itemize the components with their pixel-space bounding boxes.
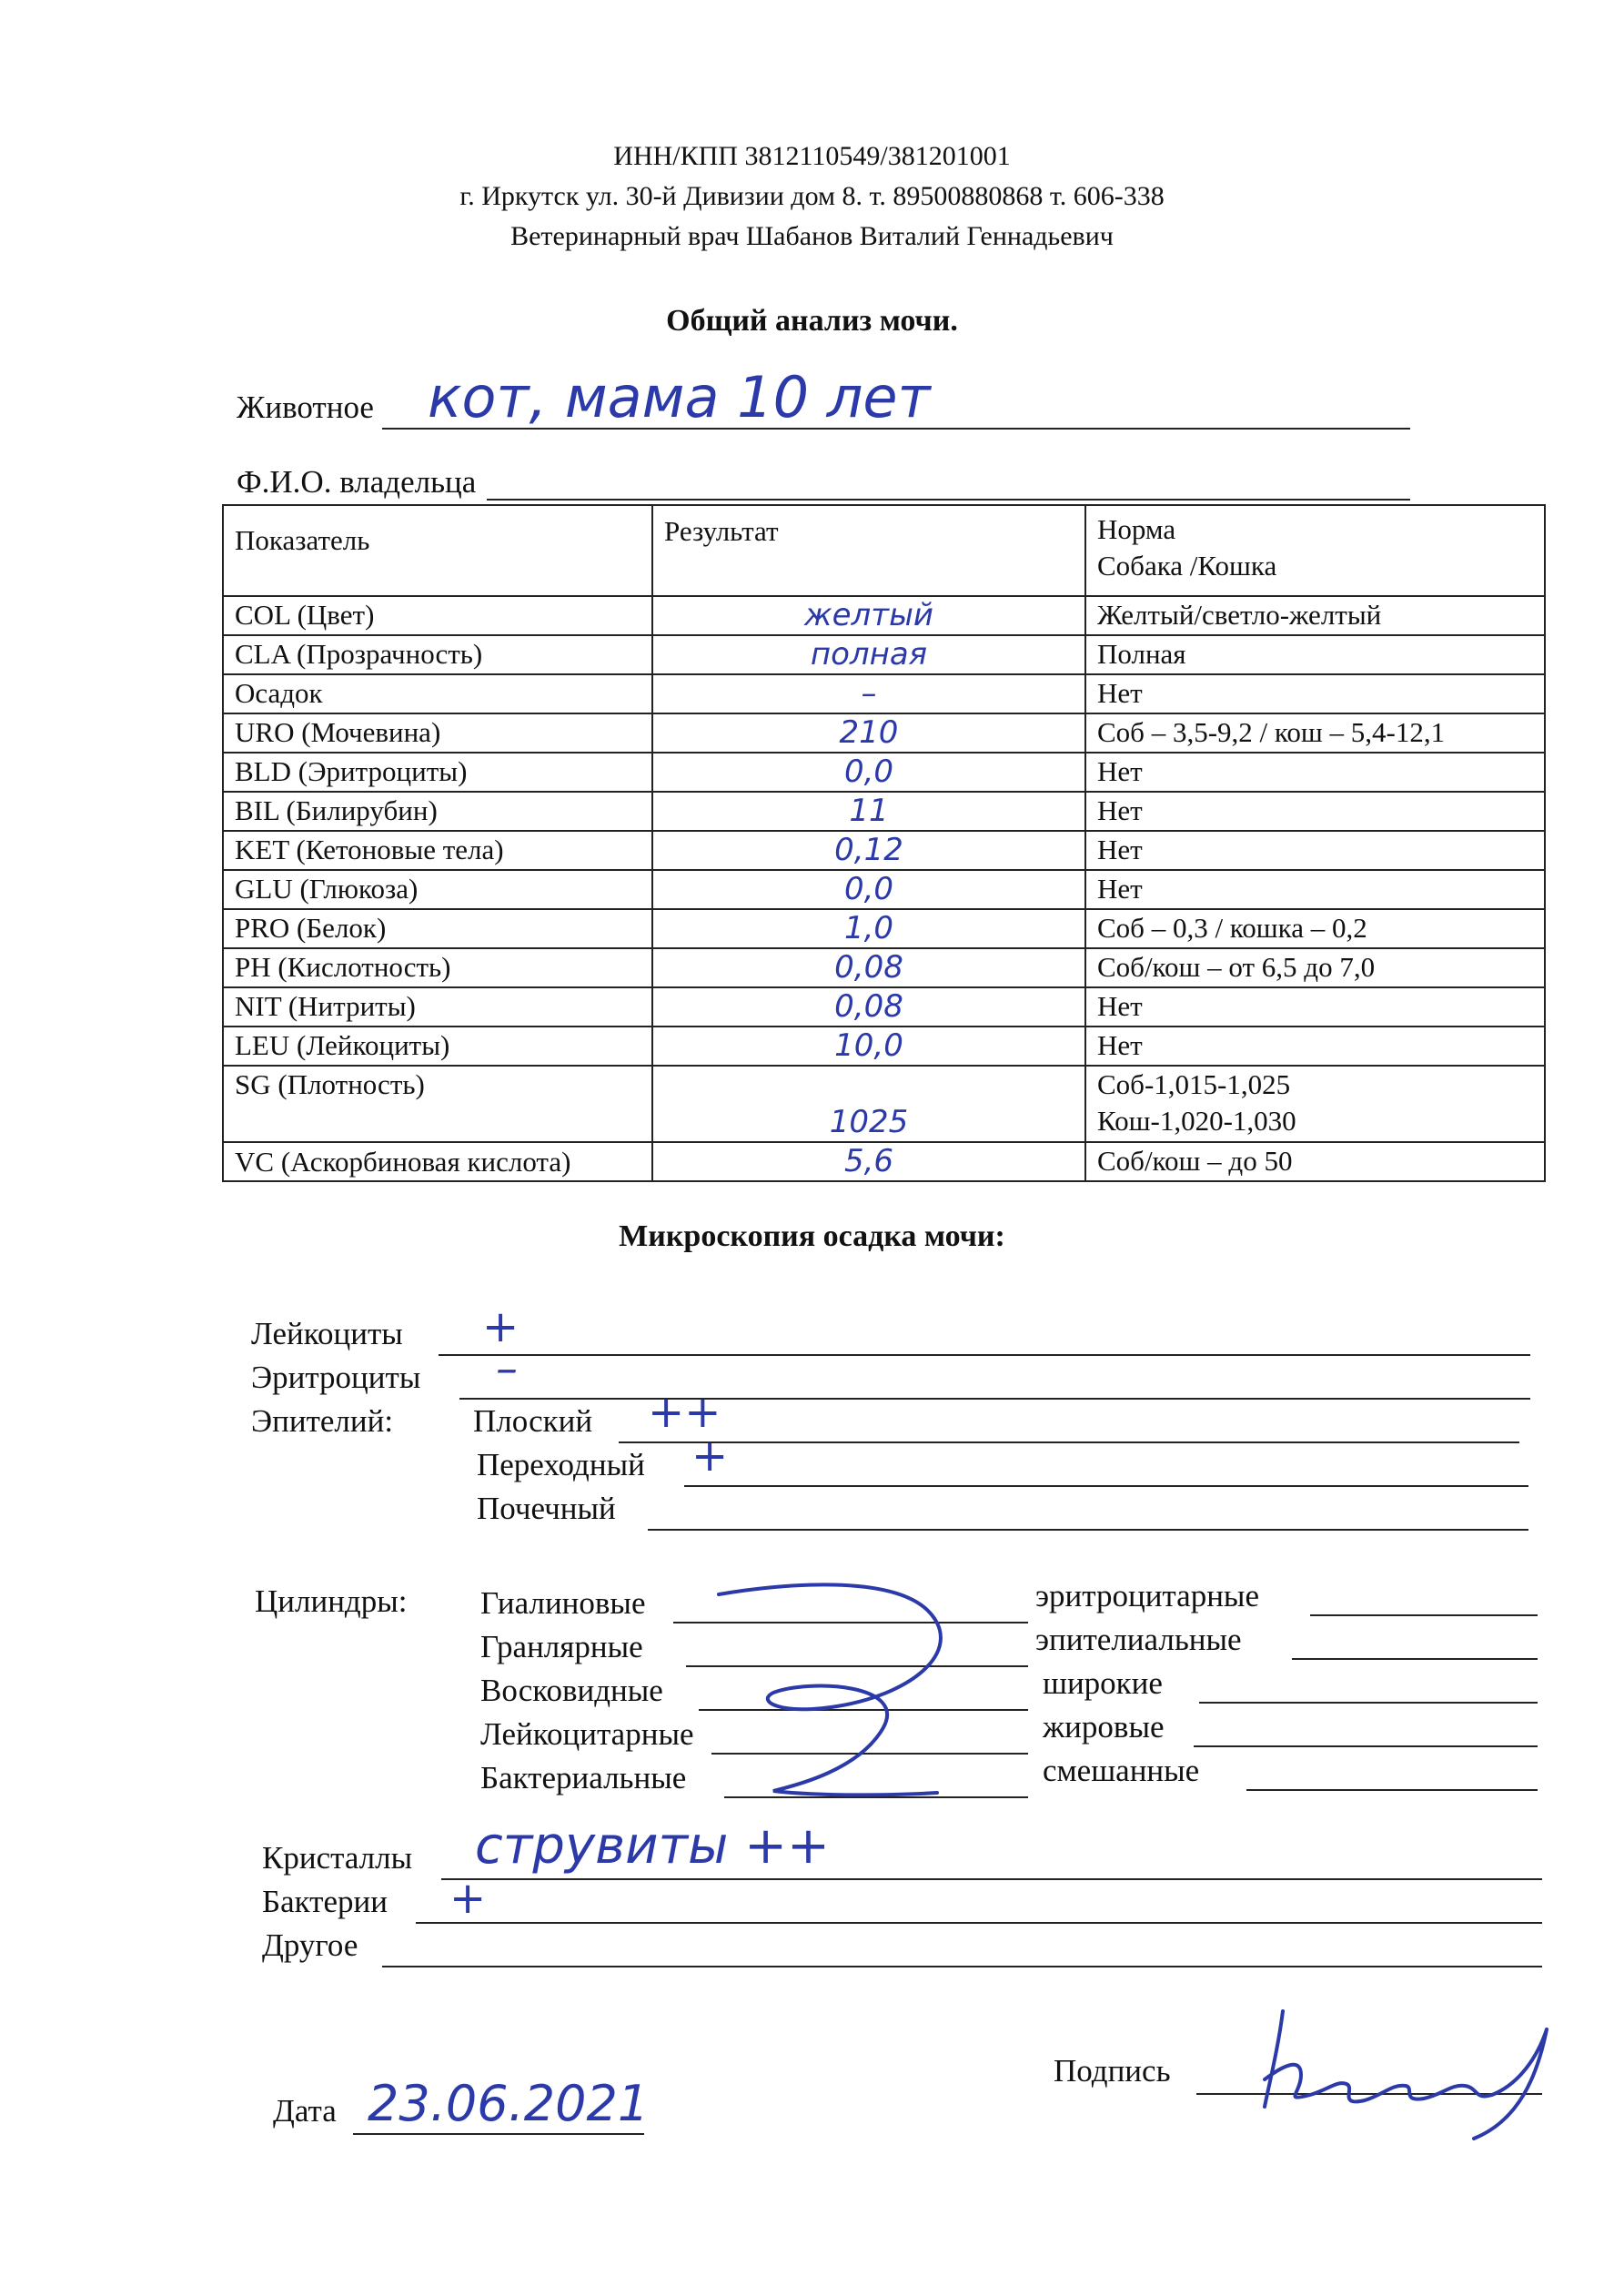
norm-cell [1085, 987, 1545, 1027]
result-cell [652, 596, 1085, 635]
leukocytes-label: Лейкоциты [251, 1316, 403, 1351]
crystals-value: струвиты ++ [475, 1816, 830, 1876]
table-row [223, 831, 1545, 870]
norm-value: Соб – 3,5-9,2 / кош – 5,4-12,1 [1097, 716, 1446, 748]
table-row [223, 713, 1545, 753]
table-row [223, 870, 1545, 909]
bacteria-value: + [449, 1873, 487, 1924]
result-cell [652, 1066, 1085, 1142]
norm-cell [1085, 909, 1545, 948]
transitional-label: Переходный [477, 1447, 645, 1482]
norm-cell [1085, 1142, 1545, 1181]
indicator-cell: LEU (Лейкоциты) [223, 1027, 652, 1066]
other-line [382, 1966, 1542, 1967]
table-body [223, 596, 1545, 1181]
indicator-cell: VC (Аскорбиновая кислота) [223, 1142, 652, 1181]
indicator-cell: BLD (Эритроциты) [223, 753, 652, 792]
crystals-line [441, 1878, 1542, 1880]
cylinder-type-line [1199, 1702, 1538, 1704]
norm-cell [1085, 1027, 1545, 1066]
norm-cell [1085, 753, 1545, 792]
table-row [223, 596, 1545, 635]
result-value: – [861, 675, 877, 712]
norm-value: Нет [1097, 990, 1143, 1022]
indicator-cell: NIT (Нитриты) [223, 987, 652, 1027]
indicator-cell: SG (Плотность) [223, 1066, 652, 1142]
result-value: 5,6 [843, 1143, 894, 1179]
result-value: 0,0 [843, 754, 894, 790]
renal-label: Почечный [477, 1491, 616, 1526]
signature-mark [1246, 1993, 1574, 2148]
transitional-value: + [691, 1431, 729, 1482]
table-row [223, 635, 1545, 674]
table-row [223, 1142, 1545, 1181]
norm-value: Желтый/светло-желтый [1097, 599, 1382, 631]
table-row [223, 674, 1545, 713]
result-cell [652, 1027, 1085, 1066]
result-value: 0,08 [834, 988, 903, 1025]
cylinder-type-label: эпителиальные [1035, 1622, 1242, 1657]
result-cell [652, 713, 1085, 753]
col-header-indicator: Показатель [223, 505, 652, 596]
result-cell [652, 674, 1085, 713]
flat-value: ++ [648, 1387, 721, 1438]
result-value: 0,12 [834, 832, 903, 868]
renal-line [648, 1529, 1528, 1531]
flat-line [619, 1441, 1519, 1443]
table-header-row [223, 505, 1545, 596]
analysis-table [222, 504, 1546, 1182]
erythrocytes-value: – [496, 1343, 518, 1394]
result-cell [652, 948, 1085, 987]
result-value: 1025 [829, 1104, 909, 1140]
result-value: 10,0 [834, 1027, 903, 1064]
table-row [223, 753, 1545, 792]
result-value: 11 [849, 793, 889, 829]
cylinder-type-line [1292, 1658, 1538, 1660]
norm-cell [1085, 713, 1545, 753]
cylinder-type-label: Лейкоцитарные [480, 1716, 694, 1752]
animal-label: Животное [237, 389, 374, 425]
cylinder-type-label: Гиалиновые [480, 1585, 646, 1621]
table-row [223, 909, 1545, 948]
bacteria-line [416, 1922, 1542, 1924]
flat-label: Плоский [473, 1403, 593, 1439]
norm-cell [1085, 792, 1545, 831]
norm-cell [1085, 596, 1545, 635]
result-cell [652, 753, 1085, 792]
bacteria-label: Бактерии [262, 1884, 388, 1919]
date-value: 23.06.2021 [368, 2075, 650, 2132]
table-row [223, 1066, 1545, 1142]
norm-value: Нет [1097, 677, 1143, 709]
result-value: 0,08 [834, 949, 903, 986]
cylinder-type-label: Гранлярные [480, 1629, 643, 1664]
result-cell [652, 792, 1085, 831]
norm-cell [1085, 948, 1545, 987]
indicator-cell: KET (Кетоновые тела) [223, 831, 652, 870]
indicator-cell: GLU (Глюкоза) [223, 870, 652, 909]
indicator-cell: BIL (Билирубин) [223, 792, 652, 831]
norm-value: Соб – 0,3 / кошка – 0,2 [1097, 912, 1367, 944]
indicator-cell: Осадок [223, 674, 652, 713]
cylinder-type-line [1310, 1614, 1538, 1616]
indicator-cell: URO (Мочевина) [223, 713, 652, 753]
norm-cell [1085, 870, 1545, 909]
cylinders-label: Цилиндры: [255, 1583, 408, 1619]
cylinder-type-line [1194, 1745, 1538, 1747]
clinic-inn: ИНН/КПП 3812110549/381201001 [613, 141, 1011, 171]
result-cell [652, 870, 1085, 909]
result-value: 1,0 [843, 910, 894, 946]
cylinder-type-label: широкие [1043, 1665, 1163, 1701]
indicator-cell: PH (Кислотность) [223, 948, 652, 987]
result-value: 210 [839, 714, 899, 751]
result-value: 0,0 [843, 871, 894, 907]
indicator-cell: CLA (Прозрачность) [223, 635, 652, 674]
norm-value: Полная [1097, 638, 1186, 670]
clinic-doctor: Ветеринарный врач Шабанов Виталий Геннадьевич [510, 221, 1114, 251]
date-label: Дата [273, 2093, 337, 2129]
table-row [223, 1027, 1545, 1066]
result-cell [652, 987, 1085, 1027]
result-value: полная [810, 636, 928, 673]
norm-cell [1085, 1066, 1545, 1142]
table-row [223, 948, 1545, 987]
result-cell [652, 1142, 1085, 1181]
norm-value: Соб/кош – до 50 [1097, 1145, 1293, 1177]
cylinder-type-label: Восковидные [480, 1673, 663, 1708]
cylinder-type-label: смешанные [1043, 1753, 1200, 1788]
form-title: Общий анализ мочи. [666, 304, 958, 338]
norm-cell [1085, 674, 1545, 713]
norm-value: Соб/кош – от 6,5 до 7,0 [1097, 951, 1376, 983]
cylinder-type-label: эритроцитарные [1035, 1578, 1259, 1613]
result-cell [652, 831, 1085, 870]
leukocytes-line [439, 1354, 1530, 1356]
norm-value: Соб-1,015-1,025 [1097, 1068, 1291, 1100]
erythrocytes-label: Эритроциты [251, 1360, 421, 1395]
result-cell [652, 635, 1085, 674]
date-line [353, 2133, 644, 2135]
other-label: Другое [262, 1927, 358, 1963]
indicator-cell: COL (Цвет) [223, 596, 652, 635]
norm-cell [1085, 831, 1545, 870]
animal-value: кот, мама 10 лет [428, 364, 931, 430]
table-row [223, 792, 1545, 831]
clinic-address: г. Иркутск ул. 30-й Дивизии дом 8. т. 89500880868 т. 606-338 [459, 181, 1165, 211]
norm-cell [1085, 635, 1545, 674]
crystals-label: Кристаллы [262, 1840, 413, 1876]
owner-line [487, 499, 1410, 501]
result-value: желтый [803, 597, 934, 633]
cylinder-type-label: жировые [1043, 1709, 1165, 1745]
microscopy-title: Микроскопия осадка мочи: [619, 1219, 1005, 1253]
norm-value: Нет [1097, 755, 1143, 787]
leukocytes-value: + [482, 1301, 519, 1352]
result-cell [652, 909, 1085, 948]
owner-label: Ф.И.О. владельца [237, 464, 477, 500]
col-header-norm: Норма Собака /Кошка [1085, 505, 1545, 596]
norm-value-2: Кош-1,020-1,030 [1097, 1105, 1296, 1137]
epithelium-label: Эпителий: [251, 1403, 394, 1439]
norm-value: Нет [1097, 834, 1143, 865]
indicator-cell: PRO (Белок) [223, 909, 652, 948]
erythrocytes-line [459, 1398, 1530, 1400]
cylinders-strikeout-mark [701, 1547, 1010, 1820]
norm-value: Нет [1097, 873, 1143, 905]
cylinder-type-label: Бактериальные [480, 1760, 687, 1795]
signature-label: Подпись [1054, 2053, 1171, 2089]
cylinder-type-line [1246, 1789, 1538, 1791]
norm-value: Нет [1097, 1029, 1143, 1061]
table-row [223, 987, 1545, 1027]
col-header-result: Результат [652, 505, 1085, 596]
norm-value: Нет [1097, 794, 1143, 826]
transitional-line [684, 1485, 1528, 1487]
